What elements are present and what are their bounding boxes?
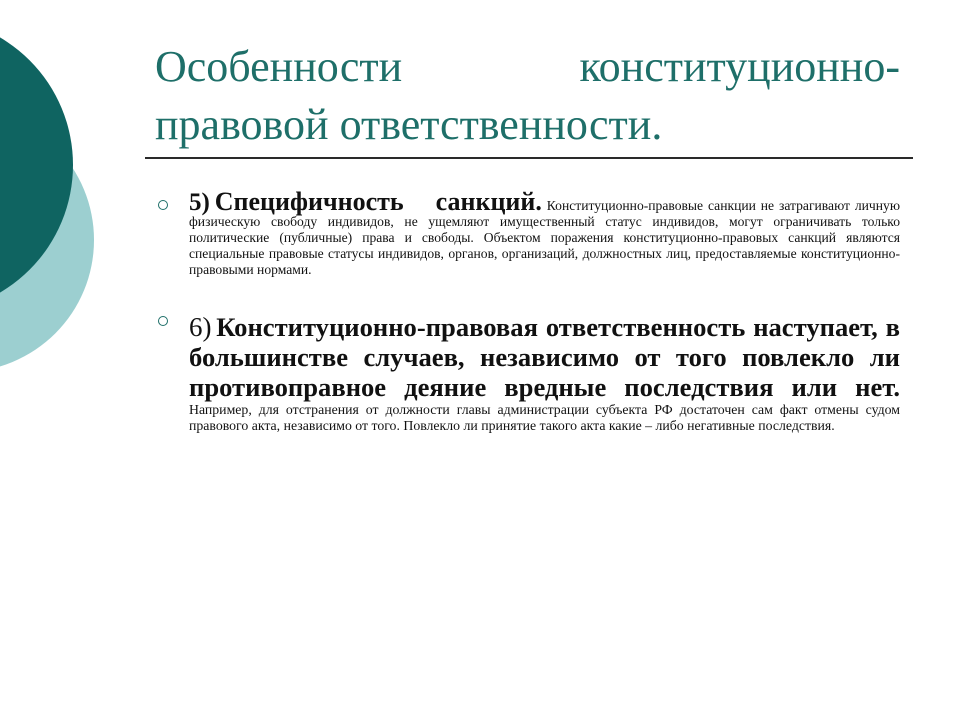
bullet-text: Конституционно-правовые санкции не затрагивают личную физическую свободу индивидов, не ущемляют имущественный статус индивидов, могут ограничивать только политические (публичные) права и свободы. Объектом поражения конституционно-правовых санкций являются специальные правовые статусы индивидов, органов, организаций, должностных лиц, предоставляемые конституционно-правовыми нормами. xyxy=(189,198,900,277)
decor-dark-circle xyxy=(0,17,73,313)
title-divider xyxy=(145,157,913,159)
slide-title: Особенности конституционно-правовой ответственности. xyxy=(155,42,900,149)
bullet-list xyxy=(155,187,900,434)
bullet-circle-icon xyxy=(158,316,168,326)
bullet-number: 6) xyxy=(189,312,212,342)
bullet-lead: Конституционно-правовая ответственность наступает, в большинстве случаев, независимо от того повлекло ли противоправное деяние вредные последствия или нет. xyxy=(189,312,900,402)
bullet-item-5 xyxy=(155,187,900,278)
bullet-circle-icon xyxy=(158,200,168,210)
bullet-lead: Специфичность санкций. xyxy=(214,187,542,216)
bullet-text: Например, для отстранения от должности главы администрации субъекта РФ достаточен сам факт отмены судом правового акта, независимо от того. Повлекло ли принятие такого акта какие – либо негативные последствия. xyxy=(189,402,900,433)
decor-light-circle xyxy=(0,108,94,372)
bullet-number: 5) xyxy=(189,189,210,216)
bullet-item-6 xyxy=(155,312,900,434)
bullet-body xyxy=(189,312,900,434)
decorative-circles xyxy=(0,0,110,400)
bullet-body xyxy=(189,187,900,278)
